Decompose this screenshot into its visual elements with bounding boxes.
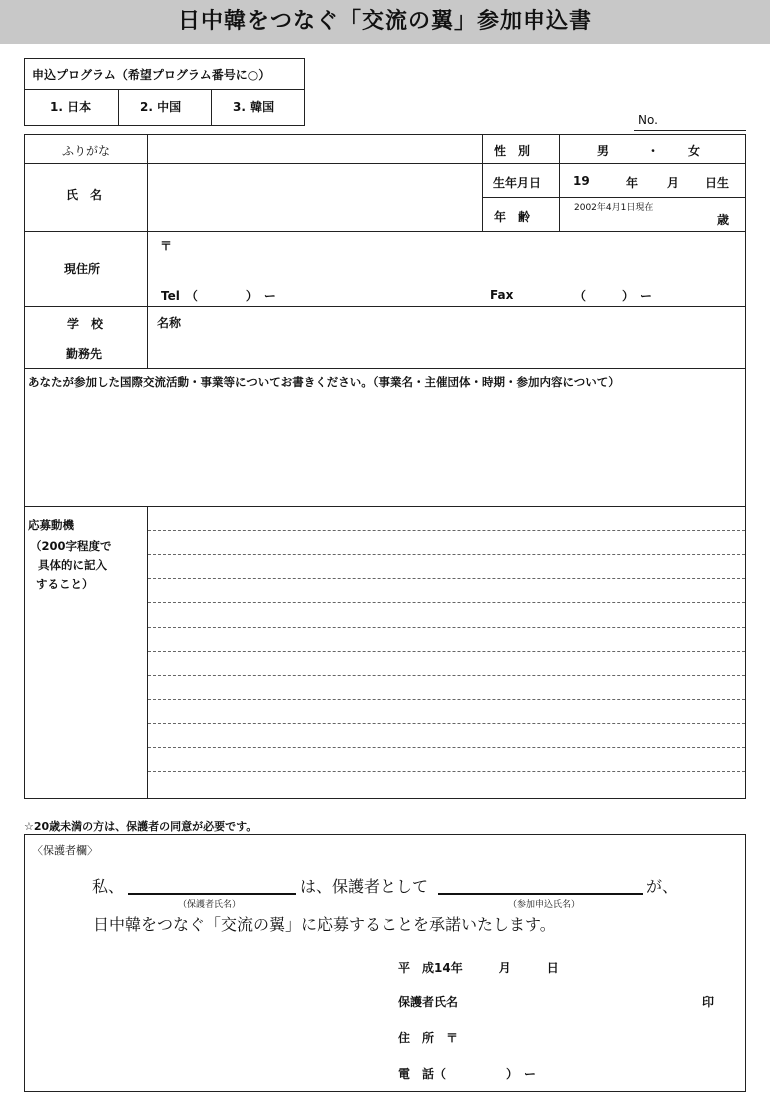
- guardian-ga: が、: [646, 877, 679, 896]
- activity-prompt: あなたが参加した国際交流活動・事業等についてお書きください。（事業名・主催団体・時期・参加内容について）: [28, 375, 620, 389]
- workplace-label: 勤務先: [66, 347, 103, 361]
- program-option-korea[interactable]: 3. 韓国: [233, 100, 275, 114]
- row-line: [24, 306, 746, 307]
- writing-line: [148, 771, 745, 772]
- guardian-address[interactable]: 住 所 〒: [398, 1031, 459, 1045]
- guardian-name-line[interactable]: [128, 893, 296, 895]
- school-label: 学 校: [67, 317, 104, 331]
- number-label: No.: [638, 113, 658, 127]
- consent-text: 日中韓をつなぐ「交流の翼」に応募することを承諾いたします。: [93, 915, 556, 934]
- program-divider: [24, 89, 305, 90]
- program-col-divider: [118, 89, 119, 126]
- gender-female[interactable]: 女: [688, 144, 701, 158]
- applicant-name-caption: （参加申込氏名）: [508, 900, 581, 910]
- tel-field[interactable]: Tel （ ） ー: [161, 289, 276, 303]
- birth-day-unit: 日生: [705, 176, 730, 190]
- furigana-input[interactable]: [148, 135, 481, 162]
- school-name-label: 名称: [157, 316, 182, 330]
- writing-line: [148, 723, 745, 724]
- row-line: [482, 197, 746, 198]
- address-input[interactable]: [170, 236, 740, 276]
- col-line: [559, 134, 560, 231]
- school-name-input[interactable]: [190, 310, 740, 364]
- motivation-hint: すること）: [36, 577, 94, 591]
- guardian-watashi: 私、: [92, 877, 125, 896]
- row-line: [24, 231, 746, 232]
- motivation-hint: （200字程度で: [30, 539, 112, 553]
- age-unit: 歳: [717, 213, 730, 227]
- birth-year-prefix: 19: [573, 174, 590, 188]
- program-label: 申込プログラム（希望プログラム番号に○）: [32, 68, 271, 82]
- postal-mark: 〒: [160, 239, 173, 253]
- address-label: 現住所: [64, 262, 101, 276]
- motivation-hint: 具体的に記入: [38, 558, 107, 572]
- guardian-date[interactable]: 平 成14年 月 日: [398, 961, 559, 975]
- applicant-name-line[interactable]: [438, 893, 643, 895]
- gender-label: 性 別: [494, 144, 531, 158]
- guardian-box: [24, 834, 746, 1092]
- number-line[interactable]: [634, 130, 746, 131]
- program-option-china[interactable]: 2. 中国: [140, 100, 182, 114]
- age-note-warning: ☆20歳未満の方は、保護者の同意が必要です。: [24, 820, 258, 833]
- writing-line: [148, 675, 745, 676]
- birthdate-label: 生年月日: [493, 176, 542, 190]
- page-title: 日中韓をつなぐ「交流の翼」参加申込書: [177, 9, 592, 34]
- age-note: 2002年4月1日現在: [574, 203, 654, 213]
- name-label: 氏 名: [66, 188, 103, 202]
- gender-dot: ・: [647, 144, 660, 158]
- furigana-label: ふりがな: [62, 144, 111, 158]
- motivation-label: 応募動機: [28, 518, 74, 532]
- writing-line: [148, 602, 745, 603]
- guardian-name-caption: （保護者氏名）: [178, 900, 242, 910]
- guardian-name-label: 保護者氏名: [398, 995, 459, 1009]
- col-line: [482, 134, 483, 231]
- birth-year-unit: 年: [626, 176, 639, 190]
- fax-field[interactable]: （ ） ー: [574, 289, 653, 303]
- writing-line: [148, 627, 745, 628]
- seal-mark: 印: [702, 995, 715, 1009]
- motivation-input[interactable]: [148, 507, 745, 798]
- birth-month-unit: 月: [667, 176, 680, 190]
- writing-line: [148, 578, 745, 579]
- row-line: [24, 368, 746, 369]
- gender-male[interactable]: 男: [597, 144, 610, 158]
- guardian-section-label: 〈保護者欄〉: [32, 844, 98, 857]
- program-option-japan[interactable]: 1. 日本: [50, 100, 92, 114]
- writing-line: [148, 530, 745, 531]
- guardian-ha: は、保護者として: [300, 877, 429, 896]
- writing-line: [148, 651, 745, 652]
- name-input[interactable]: [148, 164, 481, 230]
- program-col-divider: [211, 89, 212, 126]
- writing-line: [148, 747, 745, 748]
- activity-input[interactable]: [28, 394, 742, 502]
- fax-label: Fax: [490, 288, 514, 302]
- age-label: 年 齢: [494, 210, 531, 224]
- writing-line: [148, 554, 745, 555]
- writing-line: [148, 699, 745, 700]
- guardian-phone[interactable]: 電 話（ ） ー: [398, 1067, 537, 1081]
